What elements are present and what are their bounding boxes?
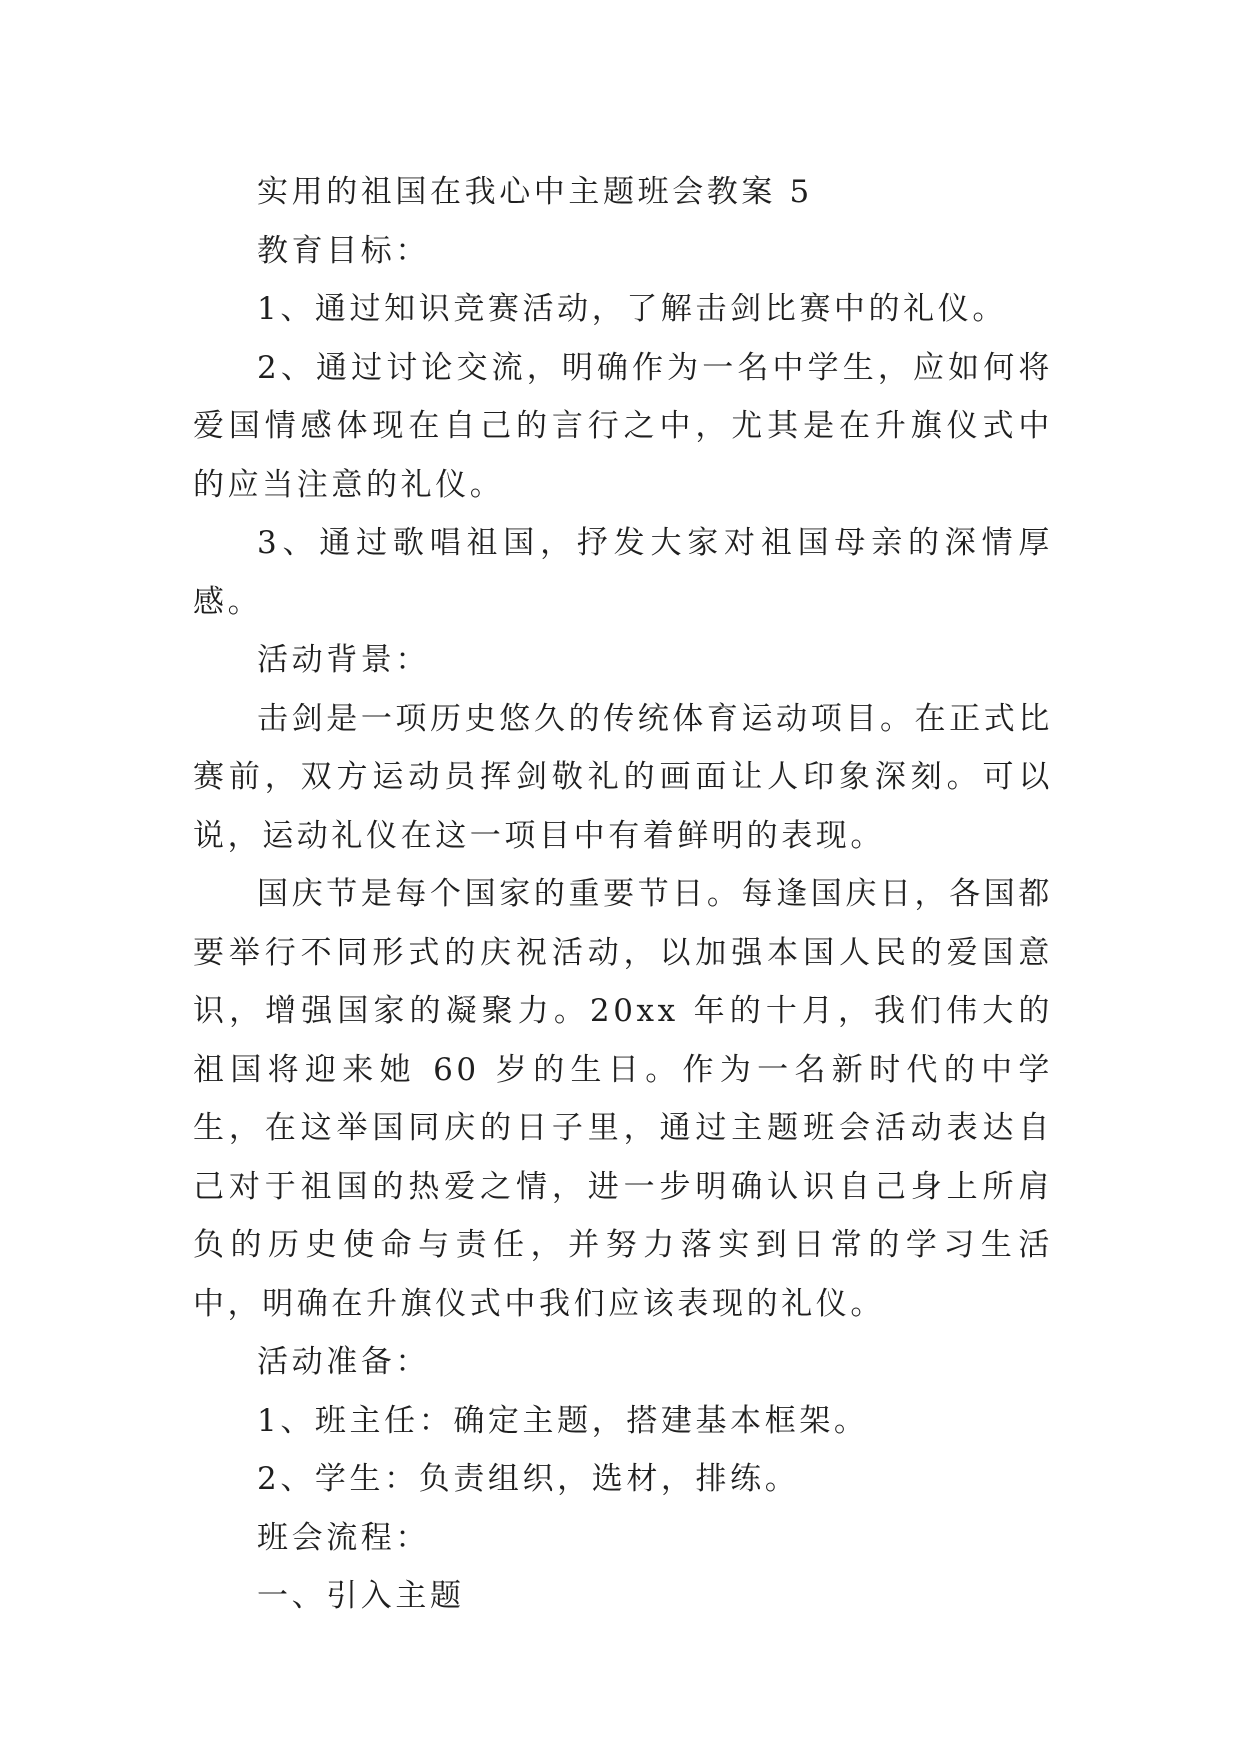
heading-activity-background: 活动背景：: [257, 642, 430, 678]
preparation-item-1: 1、班主任：确定主题，搭建基本框架。: [257, 1402, 869, 1439]
goal-item-1: 1、通过知识竞赛活动，了解击剑比赛中的礼仪。: [257, 291, 1007, 327]
heading-education-goals: 教育目标：: [257, 232, 430, 269]
goal-item-2: 2、通过讨论交流，明确作为一名中学生，应如何将爱国情感体现在自己的言行之中，尤其是在升旗仪式中的应当注意的礼仪。: [193, 349, 1053, 503]
heading-class-meeting-process: 班会流程：: [257, 1519, 430, 1556]
process-step-1: 一、引入主题: [257, 1578, 465, 1614]
preparation-item-2: 2、学生：负责组织，选材，排练。: [257, 1461, 800, 1497]
document-body: [193, 163, 1053, 1626]
background-paragraph-fencing: 击剑是一项历史悠久的传统体育运动项目。在正式比赛前，双方运动员挥剑敬礼的画面让人印象深刻。可以说，运动礼仪在这一项目中有着鲜明的表现。: [193, 700, 1053, 854]
heading-activity-preparation: 活动准备：: [257, 1344, 430, 1380]
background-paragraph-national-day: 国庆节是每个国家的重要节日。每逢国庆日，各国都要举行不同形式的庆祝活动，以加强本国人民的爱国意识，增强国家的凝聚力。20xx 年的十月，我们伟大的祖国将迎来她 60 岁的生日。作为一名新时代的中学生，在这举国同庆的日子里，通过主题班会活动表达自己对于祖国的热爱之情，进一步明确认识自己身上所肩负的历史使命与责任，并努力落实到日常的学习生活中，明确在升旗仪式中我们应该表现的礼仪。: [193, 876, 1053, 1322]
document-title: 实用的祖国在我心中主题班会教案 5: [257, 174, 813, 210]
goal-item-3: 3、通过歌唱祖国，抒发大家对祖国母亲的深情厚感。: [193, 525, 1053, 620]
